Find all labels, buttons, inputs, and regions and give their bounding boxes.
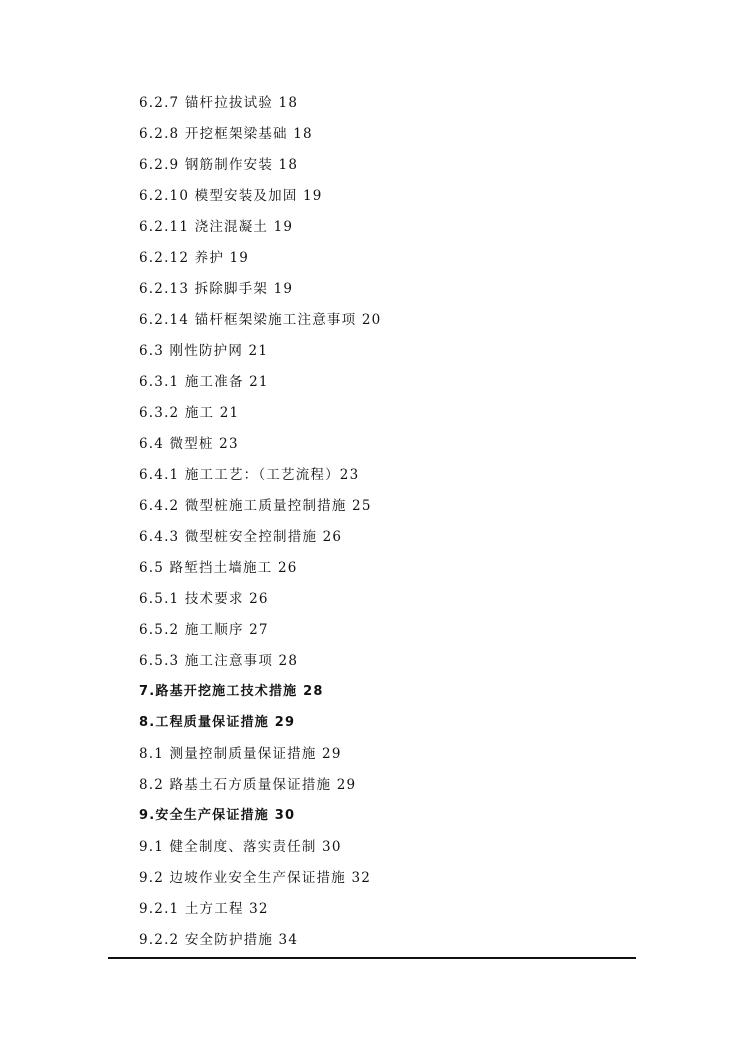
toc-entry: 6.2.8 开挖框架梁基础 18 bbox=[139, 126, 313, 142]
toc-entry: 9.2.2 安全防护措施 34 bbox=[139, 932, 299, 948]
toc-entry: 6.5.1 技术要求 26 bbox=[139, 591, 269, 607]
toc-entry: 6.4.2 微型桩施工质量控制措施 25 bbox=[139, 498, 372, 514]
toc-entry: 6.4 微型桩 23 bbox=[139, 436, 239, 452]
toc-entry: 8.2 路基土石方质量保证措施 29 bbox=[139, 777, 357, 793]
toc-entry: 6.3.2 施工 21 bbox=[139, 405, 240, 421]
toc-entry: 6.2.11 浇注混凝土 19 bbox=[139, 219, 294, 235]
toc-entry: 6.3.1 施工准备 21 bbox=[139, 374, 269, 390]
toc-entry: 6.5 路堑挡土墙施工 26 bbox=[139, 560, 298, 576]
table-of-contents bbox=[139, 92, 639, 960]
toc-entry: 6.2.12 养护 19 bbox=[139, 250, 250, 266]
toc-entry: 6.2.10 模型安装及加固 19 bbox=[139, 188, 323, 204]
toc-entry: 6.5.2 施工顺序 27 bbox=[139, 622, 269, 638]
toc-entry: 9.安全生产保证措施 30 bbox=[139, 808, 296, 823]
toc-entry: 8.工程质量保证措施 29 bbox=[139, 715, 296, 730]
toc-entry: 6.2.13 拆除脚手架 19 bbox=[139, 281, 294, 297]
toc-entry: 6.2.7 锚杆拉拔试验 18 bbox=[139, 95, 299, 111]
toc-entry: 8.1 测量控制质量保证措施 29 bbox=[139, 746, 342, 762]
toc-entry: 9.1 健全制度、落实责任制 30 bbox=[139, 839, 342, 855]
toc-entry: 6.4.1 施工工艺：（工艺流程）23 bbox=[139, 467, 360, 483]
toc-entry: 9.2 边坡作业安全生产保证措施 32 bbox=[139, 870, 372, 886]
toc-entry: 6.5.3 施工注意事项 28 bbox=[139, 653, 299, 669]
toc-entry: 6.4.3 微型桩安全控制措施 26 bbox=[139, 529, 343, 545]
toc-entry: 9.2.1 土方工程 32 bbox=[139, 901, 269, 917]
toc-entry: 7.路基开挖施工技术措施 28 bbox=[139, 684, 324, 699]
toc-entry: 6.2.14 锚杆框架梁施工注意事项 20 bbox=[139, 312, 382, 328]
toc-entry: 6.3 刚性防护网 21 bbox=[139, 343, 269, 359]
toc-entry: 6.2.9 钢筋制作安装 18 bbox=[139, 157, 299, 173]
footer-divider bbox=[108, 957, 636, 959]
